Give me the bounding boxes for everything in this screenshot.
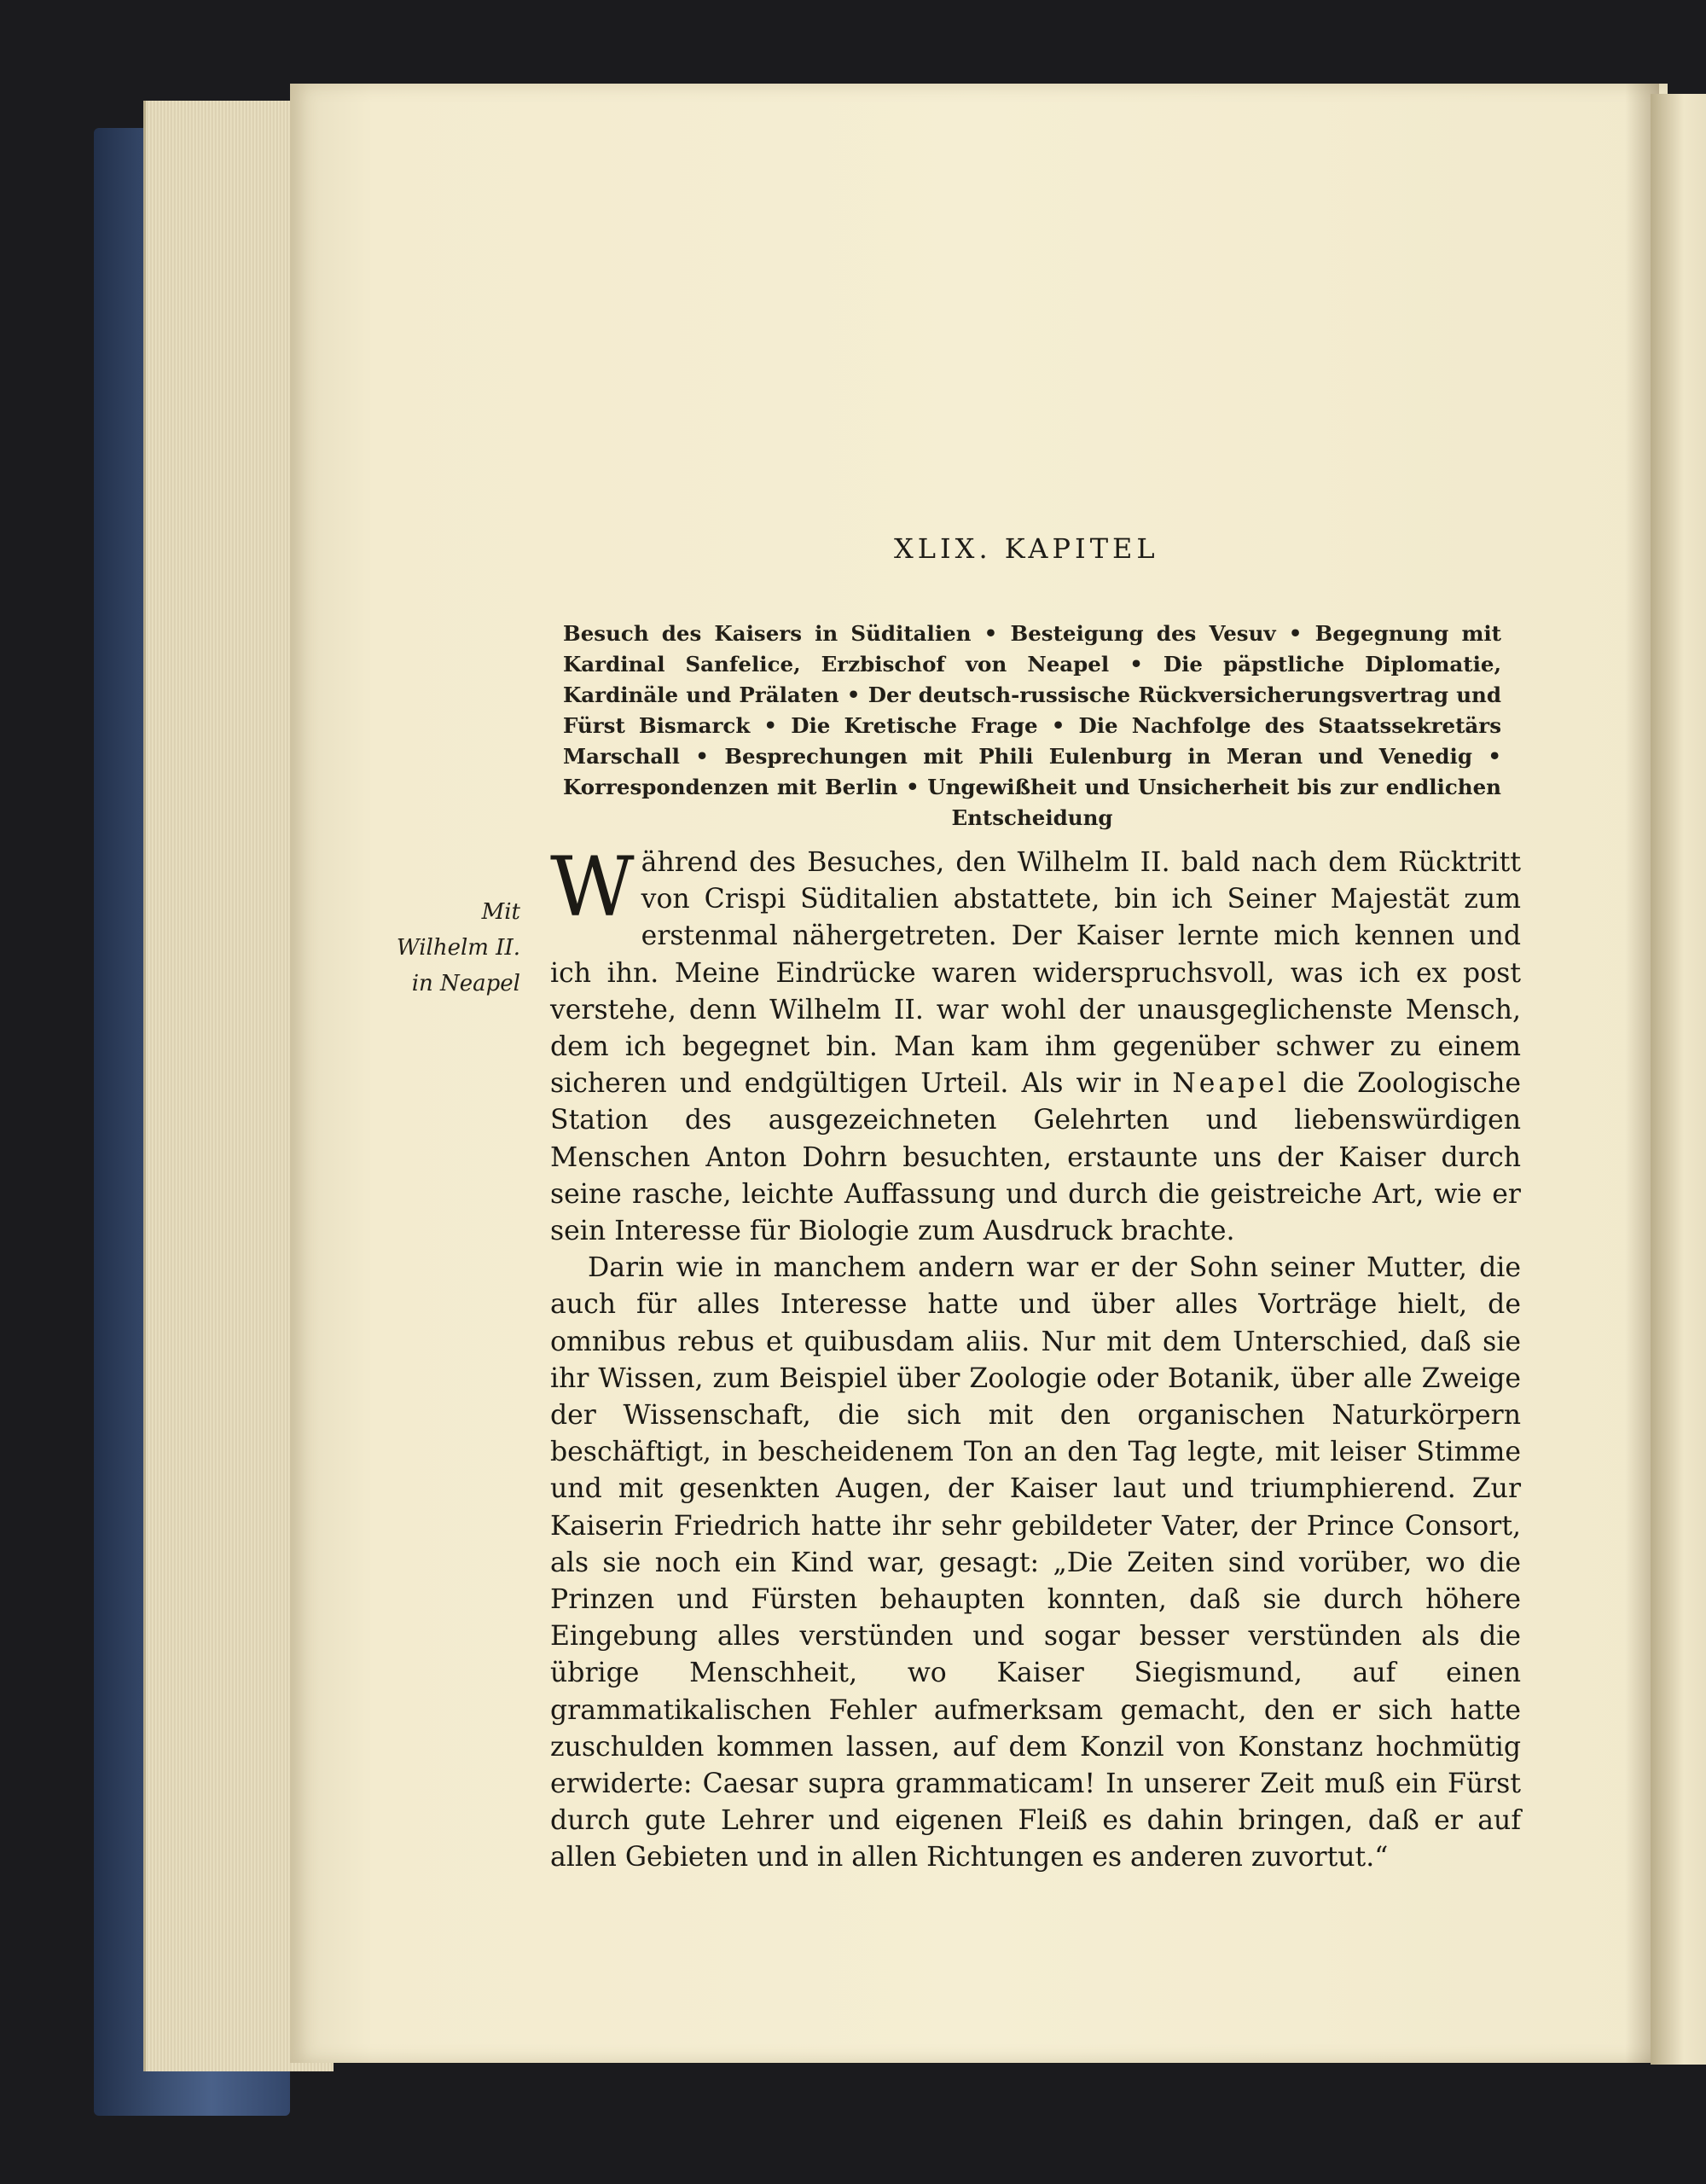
paragraph xyxy=(550,839,1521,1250)
drop-cap: W xyxy=(550,839,635,935)
marginal-note xyxy=(324,894,520,1002)
chapter-summary: Besuch des Kaisers in Süditalien • Besteigung des Vesuv • Begegnung mit Kardinal Sanfelice, Erzbischof von Neapel • Die päpstliche Diplomatie, Kardinäle und Prälaten • Der deutsch-russische Rückversicherungsvertrag und Fürst Bismarck • Die Kretische Frage • Die Nachfolge des Staatssekretärs Marschall • Besprechungen mit Phili Eulenburg in Meran und Venedig • Korrespondenzen mit Berlin • Ungewißheit und Unsicherheit bis zur endlichen Entscheidung xyxy=(563,621,1501,830)
paragraph: Darin wie in manchem andern war er der Sohn seiner Mutter, die auch für alles Interesse hatte und über alles Vorträge hielt, de omnibus rebus et quibusdam aliis. Nur mit dem Unterschied, daß sie ihr Wissen, zum Beispiel über Zoologie oder Botanik, über alle Zweige der Wissenschaft, die sich mit den organischen Naturkörpern beschäftigt, in bescheidenem Ton an den Tag legte, mit leiser Stimme und mit gesenkten Augen, der Kaiser laut und triumphierend. Zur Kaiserin Friedrich hatte ihr sehr gebildeter Vater, der Prince Consort, als sie noch ein Kind war, gesagt: „Die Zeiten sind vorüber, wo die Prinzen und Fürsten behaupten konnten, daß sie durch höhere Eingebung alles verstünden und sogar besser verstünden als die übrige Menschheit, wo Kaiser Siegismund, auf einen grammatikalischen Fehler aufmerksam gemacht, den er sich hatte zuschulden kommen lassen, auf dem Konzil von Konstanz hochmütig erwiderte: Caesar supra grammaticam! In unserer Zeit muß ein Fürst durch gute Lehrer und eigenen Fleiß es dahin bringen, daß er auf allen Gebieten und in allen Richtungen es anderen zuvortut.“ xyxy=(550,1252,1521,1873)
paragraph-text: die Zoologische Station des ausgezeichneten Gelehrten und liebenswürdigen Menschen Anton Dohrn besuchten, erstaunte uns der Kaiser durch seine rasche, leichte Auffassung und durch die geistreiche Art, wie er sein Interesse für Biologie zum Ausdruck brachte. xyxy=(550,1068,1521,1247)
paragraph-text: ährend des Besuches, den Wilhelm II. bald nach dem Rücktritt von Crispi Süditalien abstattete, bin ich Seiner Majestät zum erstenmal nähergetreten. Der Kaiser lernte mich kennen und ich ihn. Meine Eindrücke waren widerspruchsvoll, was ich ex post verstehe, denn Wilhelm II. war wohl der unausgeglichenste Mensch, dem ich begegnet bin. Man kam ihm gegenüber schwer zu einem sicheren und endgültigen Urteil. Als wir in xyxy=(550,847,1521,1100)
chapter-title: XLIX. KAPITEL xyxy=(894,532,1159,565)
body-text xyxy=(550,839,1521,1877)
marginal-note-line: in Neapel xyxy=(411,971,520,996)
spaced-word: Neapel xyxy=(1172,1068,1291,1100)
marginal-note-line: Mit xyxy=(481,899,520,925)
marginal-note-line: Wilhelm II. xyxy=(396,935,520,961)
facing-page-edge xyxy=(1651,94,1706,2065)
